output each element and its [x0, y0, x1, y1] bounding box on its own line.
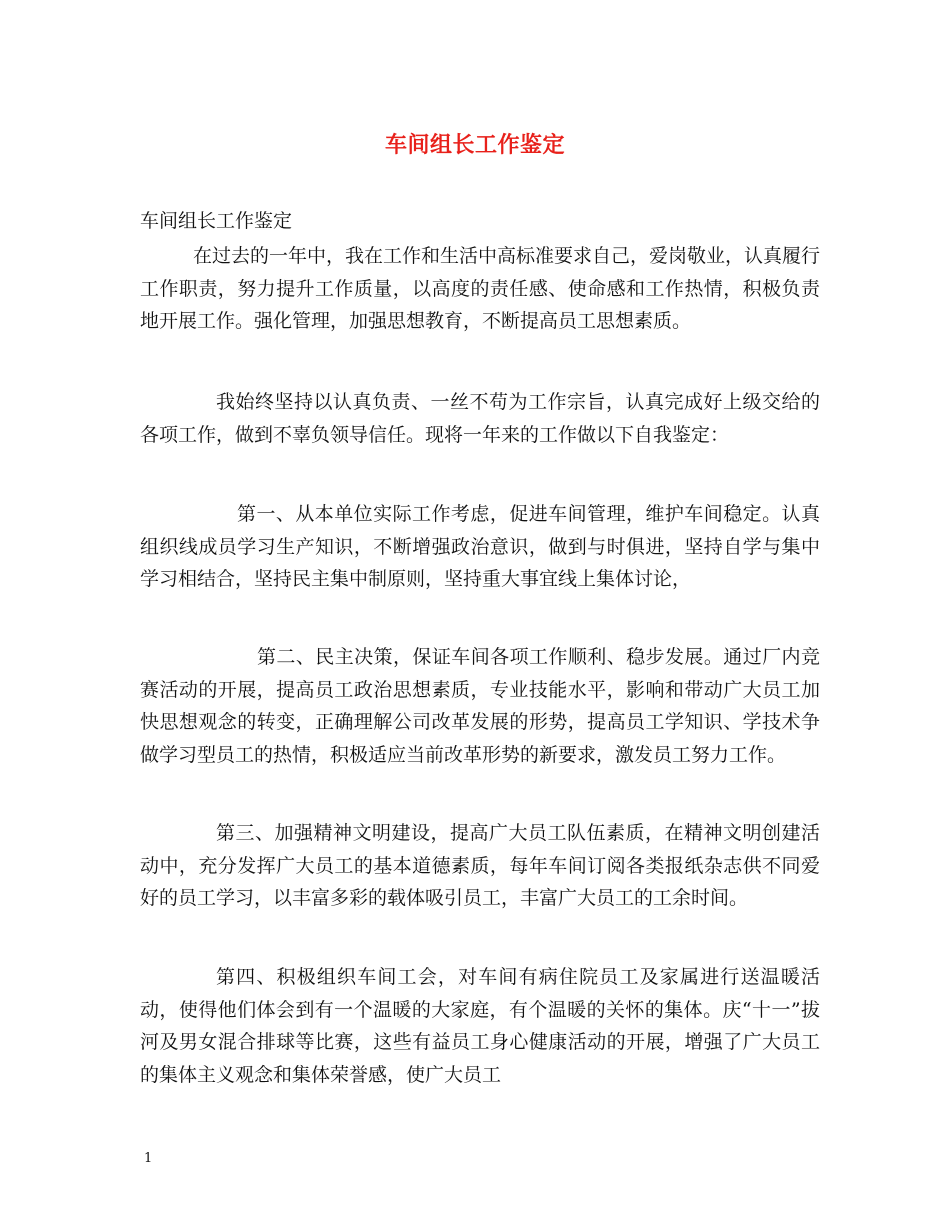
document-subtitle: 车间组长工作鉴定	[140, 210, 293, 232]
paragraph-fourth: 第四、积极组织车间工会，对车间有病住院员工及家属进行送温暖活动，使得他们体会到有一个温暖的大家庭，有个温暖的关怀的集体。庆“十一”拔河及男女混合排球等比赛，这些有益员工身心健康活动的开展，增强了广大员工的集体主义观念和集体荣誉感，使广大员工	[140, 966, 820, 1086]
document-title: 车间组长工作鉴定	[384, 132, 565, 158]
paragraph-first: 第一、从本单位实际工作考虑，促进车间管理，维护车间稳定。认真组织线成员学习生产知识，不断增强政治意识，做到与时俱进，坚持自学与集中学习相结合，坚持民主集中制原则，坚持重大事宜线上集体讨论，	[140, 503, 820, 591]
paragraph-intro: 在过去的一年中，我在工作和生活中高标准要求自己，爱岗敬业，认真履行工作职责，努力提升工作质量，以高度的责任感、使命感和工作热情，积极负责地开展工作。强化管理，加强思想教育，不断提高员工思想素质。	[140, 245, 821, 333]
page-number: 1	[144, 1151, 153, 1166]
paragraph-second: 第二、民主决策，保证车间各项工作顺利、稳步发展。通过厂内竞赛活动的开展，提高员工政治思想素质，专业技能水平，影响和带动广大员工加快思想观念的转变，正确理解公司改革发展的形势，提高员工学知识、学技术争做学习型员工的热情，积极适应当前改革形势的新要求，激发员工努力工作。	[140, 646, 820, 766]
paragraph-principle: 我始终坚持以认真负责、一丝不苟为工作宗旨，认真完成好上级交给的各项工作，做到不辜负领导信任。现将一年来的工作做以下自我鉴定：	[140, 391, 820, 446]
paragraph-third: 第三、加强精神文明建设，提高广大员工队伍素质，在精神文明创建活动中，充分发挥广大员工的基本道德素质，每年车间订阅各类报纸杂志供不同爱好的员工学习，以丰富多彩的载体吸引员工，丰富广大员工的工余时间。	[140, 822, 820, 910]
